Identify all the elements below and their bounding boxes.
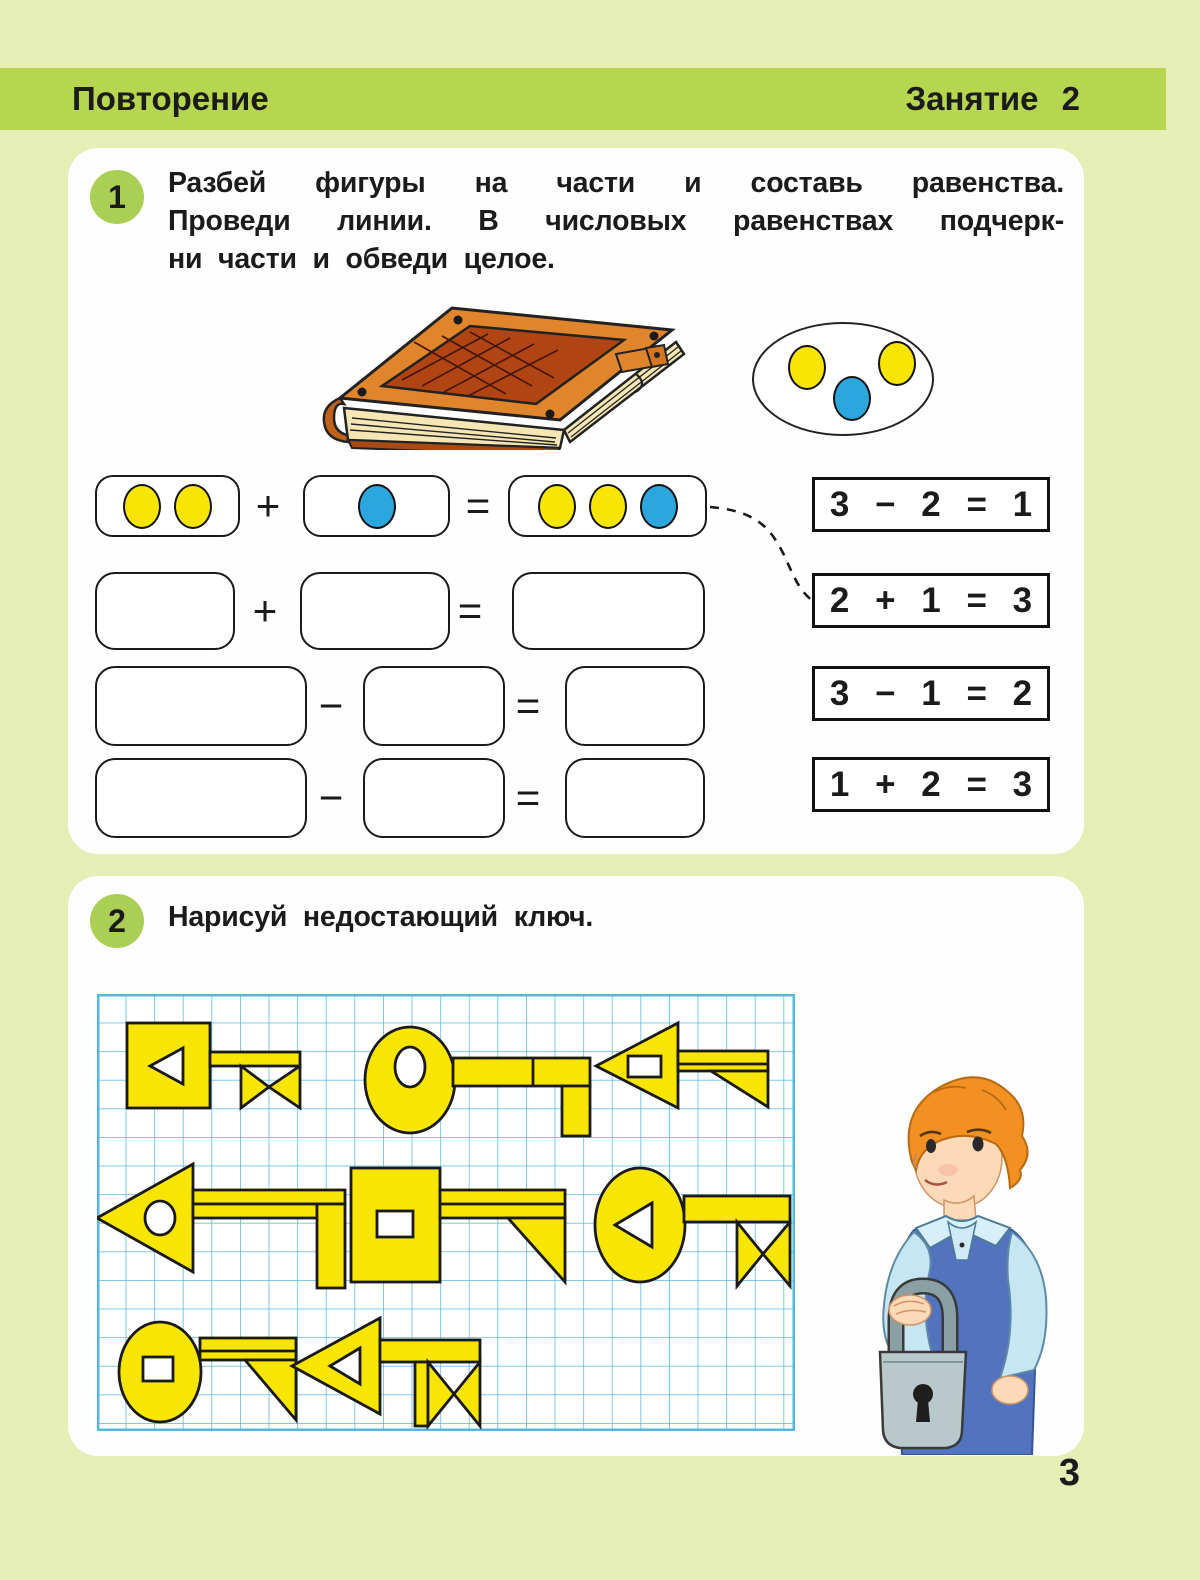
equation-box[interactable]: 2 + 1 = 3 bbox=[812, 573, 1050, 628]
whole-box[interactable] bbox=[95, 758, 307, 838]
page-number: 3 bbox=[1058, 1452, 1080, 1494]
task1-number-badge: 1 bbox=[90, 170, 144, 224]
yellow-circle bbox=[538, 484, 576, 529]
task2-instruction: Нарисуй недостающий ключ. bbox=[168, 901, 594, 933]
part-box[interactable] bbox=[363, 666, 505, 746]
task2-number-badge: 2 bbox=[90, 894, 144, 948]
operator: − bbox=[318, 774, 344, 821]
blue-circle bbox=[640, 484, 678, 529]
operator: + bbox=[252, 587, 278, 634]
equals-sign: = bbox=[515, 682, 541, 729]
header-band bbox=[0, 68, 1166, 130]
boy-with-padlock-illustration bbox=[850, 1070, 1075, 1455]
part-box[interactable] bbox=[363, 758, 505, 838]
equals-sign: = bbox=[457, 587, 483, 634]
book-illustration bbox=[318, 290, 708, 450]
operator: + bbox=[255, 482, 281, 529]
equation-box[interactable]: 1 + 2 = 3 bbox=[812, 757, 1050, 812]
equation-box[interactable]: 3 − 1 = 2 bbox=[812, 666, 1050, 721]
task1-instruction bbox=[168, 164, 1064, 278]
whole-box[interactable] bbox=[512, 572, 705, 650]
lesson-title: Занятие 2 bbox=[905, 80, 1080, 117]
instruction-line: ни части и обведи целое. bbox=[168, 243, 555, 275]
circle-group-oval[interactable] bbox=[752, 322, 934, 436]
group-circle bbox=[788, 345, 826, 390]
part-box[interactable] bbox=[565, 758, 705, 838]
instruction-line: Проведи линии. В числовых равенствах подчерк- bbox=[168, 205, 1064, 237]
task1-card bbox=[68, 148, 1084, 854]
operator: − bbox=[318, 682, 344, 729]
whole-box[interactable] bbox=[508, 475, 707, 537]
blue-circle bbox=[358, 484, 396, 529]
dashed-connector-line bbox=[698, 493, 868, 623]
task2-card bbox=[68, 876, 1084, 1456]
instruction-line: Разбей фигуры на части и составь равенства. bbox=[168, 167, 1064, 199]
part-box[interactable] bbox=[303, 475, 450, 537]
equals-sign: = bbox=[465, 482, 491, 529]
part-box[interactable] bbox=[95, 475, 240, 537]
section-title: Повторение bbox=[72, 80, 269, 117]
whole-box[interactable] bbox=[95, 666, 307, 746]
equals-sign: = bbox=[515, 774, 541, 821]
part-box[interactable] bbox=[95, 572, 235, 650]
yellow-circle bbox=[174, 484, 212, 529]
part-box[interactable] bbox=[300, 572, 450, 650]
group-circle bbox=[833, 376, 871, 421]
part-box[interactable] bbox=[565, 666, 705, 746]
yellow-circle bbox=[123, 484, 161, 529]
group-circle bbox=[878, 341, 916, 386]
yellow-circle bbox=[589, 484, 627, 529]
keys-grid[interactable] bbox=[97, 994, 795, 1431]
equation-box[interactable]: 3 − 2 = 1 bbox=[812, 477, 1050, 532]
